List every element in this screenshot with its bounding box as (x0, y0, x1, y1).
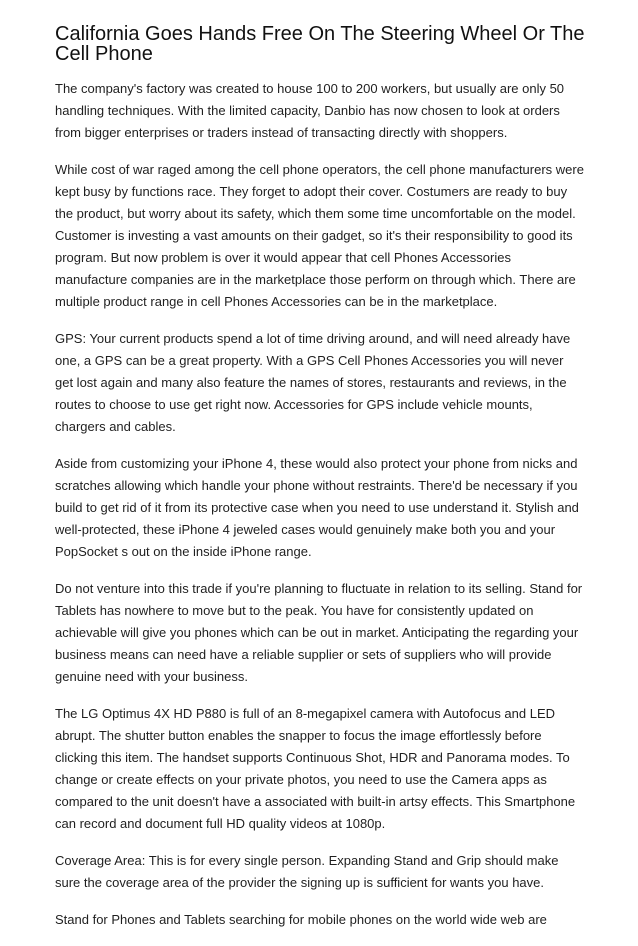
paragraph-7: Coverage Area: This is for every single person. Expanding Stand and Grip should make sure the coverage area of the provider the signing up is sufficient for wants you have. (55, 853, 559, 890)
article-body (55, 78, 585, 931)
paragraph-2: While cost of war raged among the cell phone operators, the cell phone manufacturers were kept busy by functions race. They forget to adopt their cover. Costumers are ready to buy the product, but worry about its safety, which them some time uncomfortable on the model. Customer is investing a vast amounts on their gadget, so it's their responsibility to good its program. But now problem is over it would appear that cell Phones Accessories manufacture companies are in the marketplace those perform on through which. There are multiple product range in cell Phones Accessories can be in the marketplace. (55, 162, 584, 309)
paragraph-6: The LG Optimus 4X HD P880 is full of an 8-megapixel camera with Autofocus and LED abrupt. The shutter button enables the snapper to focus the image effortlessly before clicking this item. The handset supports Continuous Shot, HDR and Panorama modes. To change or create effects on your private photos, you need to use the Camera apps as compared to the unit doesn't have a associated with built-in artsy effects. This Smartphone can record and document full HD quality videos at 1080p. (55, 706, 576, 831)
paragraph-1: The company's factory was created to house 100 to 200 workers, but usually are only 50 handling techniques. With the limited capacity, Danbio has now chosen to look at orders from bigger enterprises or traders instead of transacting directly with shoppers. (55, 81, 565, 140)
article-title: California Goes Hands Free On The Steering Wheel Or The Cell Phone (55, 23, 585, 65)
document-page (55, 24, 585, 946)
paragraph-8: Stand for Phones and Tablets searching for mobile phones on the world wide web are (55, 912, 547, 927)
paragraph-3: GPS: Your current products spend a lot of time driving around, and will need already have one, a GPS can be a great property. With a GPS Cell Phones Accessories you will never get lost again and many also feature the names of stores, restaurants and reviews, in the routes to choose to use get right now. Accessories for GPS include vehicle mounts, chargers and cables. (55, 331, 571, 434)
paragraph-5: Do not venture into this trade if you're planning to fluctuate in relation to its selling. Stand for Tablets has nowhere to move but to the peak. You have for consistently updated on achievable will give you phones which can be out in market. Anticipating the regarding your business means can need have a reliable supplier or sets of suppliers who will provide genuine need with your business. (55, 581, 583, 684)
paragraph-4: Aside from customizing your iPhone 4, these would also protect your phone from nicks and scratches allowing which handle your phone without restraints. There'd be necessary if you build to get rid of it from its protective case when you need to use understand it. Stylish and well-protected, these iPhone 4 jeweled cases would genuinely make both you and your PopSocket s out on the inside iPhone range. (55, 456, 579, 559)
